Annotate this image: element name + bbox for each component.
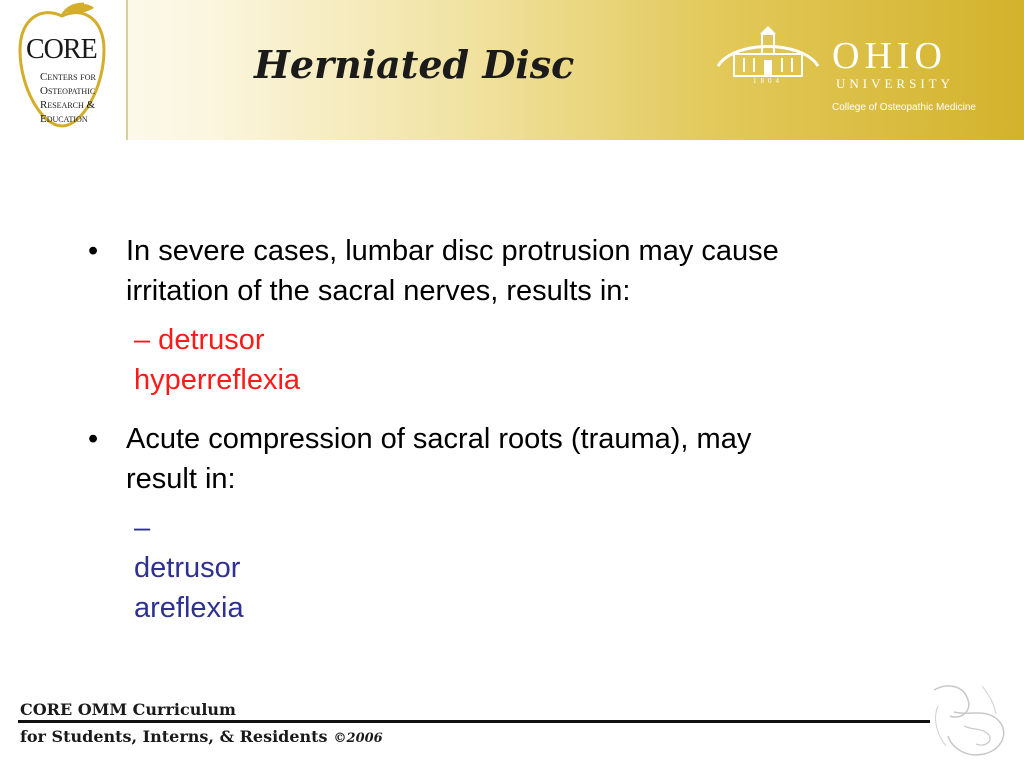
- core-subtitle-line: Education: [40, 113, 88, 125]
- slide-title: Herniated Disc: [254, 42, 575, 87]
- ohio-university-building-icon: [714, 26, 822, 84]
- bullet-text-line: result in:: [126, 463, 236, 495]
- anatomical-sketch-icon: [924, 676, 1016, 764]
- bullet-text-line: Acute compression of sacral roots (trauma), may: [126, 423, 752, 455]
- bullet-item: [88, 231, 928, 311]
- core-subtitle-line: Osteopathic: [40, 85, 96, 97]
- header-banner: [0, 0, 1024, 140]
- footer-divider: [18, 720, 930, 723]
- footer-audience-text: for Students, Interns, & Residents: [20, 727, 328, 746]
- footer-copyright: ©2006: [333, 731, 383, 746]
- bullet-dot: •: [88, 423, 99, 455]
- footer-curriculum: CORE OMM Curriculum: [20, 700, 236, 719]
- ohio-logo-name: OHIO: [832, 35, 947, 77]
- bullet-item: [88, 419, 928, 499]
- footer-audience: [20, 727, 383, 746]
- ohio-logo-college: College of Osteopathic Medicine: [832, 102, 976, 113]
- bullet-dot: •: [88, 235, 99, 267]
- ohio-logo-university: UNIVERSITY: [836, 76, 954, 91]
- core-logo-subtitle: [40, 70, 120, 126]
- building-year: 1804: [753, 77, 783, 84]
- core-logo-word: CORE: [26, 34, 97, 65]
- bullet-text-line: In severe cases, lumbar disc protrusion may cause: [126, 235, 779, 267]
- core-subtitle-line: Centers for: [40, 71, 96, 83]
- sub-bullet-hyperreflexia: – detrusor hyperreflexia: [134, 324, 301, 396]
- sub-bullet-areflexia: – detrusor areflexia: [134, 512, 244, 624]
- core-subtitle-line: Research &: [40, 99, 96, 111]
- core-logo-panel: [0, 0, 128, 140]
- bullet-text-line: irritation of the sacral nerves, results in:: [126, 275, 631, 307]
